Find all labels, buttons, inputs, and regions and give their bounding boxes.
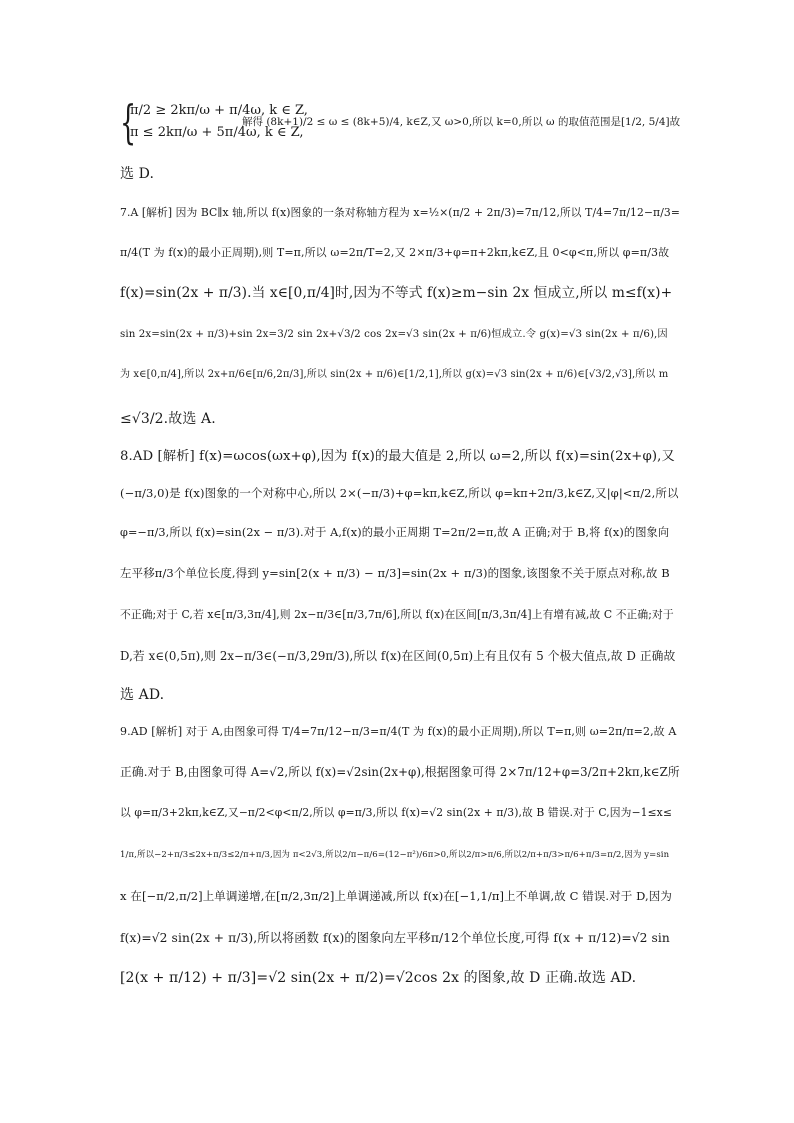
text-line: sin 2x=sin(2x + π/3)+sin 2x=3/2 sin 2x+√3/2 cos 2x=√3 sin(2x + π/6)恒成立.令 g(x)=√3 sin(2x + π/6),因 (120, 328, 668, 340)
text-line: 1/π,所以−2+π/3≤2x+π/3≤2/π+π/3,因为 π<2√3,所以2/π−π/6=(12−π²)/6π>0,所以2/π>π/6,所以2/π+π/3>π/6+π/3=π/2,因为 y=sin (120, 850, 670, 860)
problem-9-heading-line: 9.AD [解析] 对于 A,由图象可得 T/4=7π/12−π/3=π/4(T 为 f(x)的最小正周期),所以 T=π,则 ω=2π/π=2,故 A (120, 725, 677, 738)
text-line: ≤√3/2.故选 A. (120, 411, 216, 427)
problem-8-heading-line: 8.AD [解析] f(x)=ωcos(ωx+φ),因为 f(x)的最大值是 2,所以 ω=2,所以 f(x)=sin(2x+φ),又 (120, 449, 675, 464)
text-line: f(x)=√2 sin(2x + π/3),所以将函数 f(x)的图象向左平移π/12个单位长度,可得 f(x + π/12)=√2 sin (120, 931, 670, 945)
text-line: 以 φ=π/3+2kπ,k∈Z,又−π/2<φ<π/2,所以 φ=π/3,所以 f(x)=√2 sin(2x + π/3),故 B 错误.对于 C,因为−1≤x≤ (120, 806, 672, 819)
text-line: x 在[−π/2,π/2]上单调递增,在[π/2,3π/2]上单调递减,所以 f(x)在[−1,1/π]上不单调,故 C 错误.对于 D,因为 (120, 889, 672, 903)
text-line: 正确.对于 B,由图象可得 A=√2,所以 f(x)=√2sin(2x+φ),根据图象可得 2×7π/12+φ=3/2π+2kπ,k∈Z所 (120, 765, 680, 779)
inequality-system (120, 95, 681, 151)
text-line: f(x)=sin(2x + π/3).当 x∈[0,π/4]时,因为不等式 f(x)≥m−sin 2x 恒成立,所以 m≤f(x)+ (120, 285, 673, 301)
text-line: D,若 x∈(0,5π),则 2x−π/3∈(−π/3,29π/3),所以 f(x)在区间(0,5π)上有且仅有 5 个极大值点,故 D 正确故 (120, 649, 676, 663)
text-line: 选 D. (120, 166, 155, 182)
text-line: 不正确;对于 C,若 x∈[π/3,3π/4],则 2x−π/3∈[π/3,7π/6],所以 f(x)在区间[π/3,3π/4]上有增有减,故 C 不正确;对于 (120, 608, 674, 621)
text-line: φ=−π/3,所以 f(x)=sin(2x − π/3).对于 A,f(x)的最小正周期 T=2π/2=π,故 A 正确;对于 B,将 f(x)的图象向 (120, 526, 670, 539)
left-brace: { (120, 95, 137, 149)
text-line: π/4(T 为 f(x)的最小正周期),则 T=π,所以 ω=2π/T=2,又 2×π/3+φ=π+2kπ,k∈Z,且 0<φ<π,所以 φ=π/3故 (120, 246, 670, 259)
text-line: (−π/3,0)是 f(x)图象的一个对称中心,所以 2×(−π/3)+φ=kπ,k∈Z,所以 φ=kπ+2π/3,k∈Z,又|φ|<π/2,所以 (120, 486, 679, 500)
problem-7-heading-line: 7.A [解析] 因为 BC∥x 轴,所以 f(x)图象的一条对称轴方程为 x=½×(π/2 + 2π/3)=7π/12,所以 T/4=7π/12−π/3= (120, 206, 680, 219)
text-line: [2(x + π/12) + π/3]=√2 sin(2x + π/2)=√2cos 2x 的图象,故 D 正确.故选 AD. (120, 970, 637, 986)
text-line: 为 x∈[0,π/4],所以 2x+π/6∈[π/6,2π/3],所以 sin(2x + π/6)∈[1/2,1],所以 g(x)=√3 sin(2x + π/6)∈[√3/2,√3],所以 m (120, 369, 669, 380)
inequality-case-2: π ≤ 2kπ/ω + 5π/4ω, k ∈ Z, (130, 125, 304, 140)
solution-text: 解得 (8k+1)/2 ≤ ω ≤ (8k+5)/4, k∈Z,又 ω>0,所以 k=0,所以 ω 的取值范围是[1/2, 5/4]故 (242, 116, 681, 128)
text-line: 左平移π/3个单位长度,得到 y=sin[2(x + π/3) − π/3]=sin(2x + π/3)的图象,该图象不关于原点对称,故 B (120, 566, 670, 580)
text-line: 选 AD. (120, 687, 165, 703)
inequality-case-1: π/2 ≥ 2kπ/ω + π/4ω, k ∈ Z, (130, 103, 308, 118)
